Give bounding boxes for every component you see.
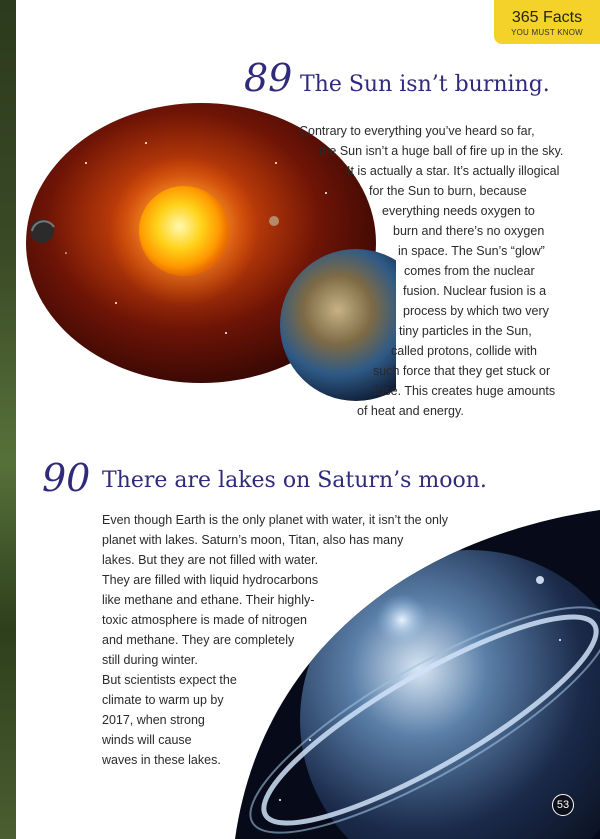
- fact-89-line: comes from the nuclear: [404, 264, 535, 278]
- fact-89-line: of heat and energy.: [357, 404, 464, 418]
- fact-89-line: It is actually a star. It’s actually illogical: [347, 164, 560, 178]
- fact-90-line: climate to warm up by: [102, 693, 224, 707]
- fact-89-number: 89: [244, 56, 293, 100]
- fact-90-title: There are lakes on Saturn’s moon.: [102, 468, 487, 493]
- fact-89-line: in space. The Sun’s “glow”: [398, 244, 545, 258]
- fact-90-line: like methane and ethane. Their highly-: [102, 593, 315, 607]
- fact-90-line: They are filled with liquid hydrocarbons: [102, 573, 319, 587]
- badge-subtitle: YOU MUST KNOW: [511, 28, 583, 37]
- fact-89-line: called protons, collide with: [391, 344, 537, 358]
- fact-89-line: everything needs oxygen to: [382, 204, 535, 218]
- fact-89-line: for the Sun to burn, because: [369, 184, 527, 198]
- fact-90-line: winds will cause: [102, 733, 192, 747]
- page-number: 53: [552, 794, 574, 816]
- fact-89-line: fuse. This creates huge amounts: [374, 384, 556, 398]
- fact-90-line: But scientists expect the: [102, 673, 237, 687]
- fact-90-line: waves in these lakes.: [102, 753, 221, 767]
- badge-title: 365 Facts: [511, 9, 583, 26]
- fact-90-number: 90: [42, 456, 91, 500]
- fact-89-line: tiny particles in the Sun,: [399, 324, 532, 338]
- fact-90-line: toxic atmosphere is made of nitrogen: [102, 613, 307, 627]
- fact-90-line: 2017, when strong: [102, 713, 205, 727]
- fact-89-line: the Sun isn’t a huge ball of fire up in the sky.: [319, 144, 564, 158]
- fact-90-line: Even though Earth is the only planet with water, it isn’t the only: [102, 513, 449, 527]
- fact-90-line: planet with lakes. Saturn’s moon, Titan, also has many: [102, 533, 404, 547]
- fact-90-line: and methane. They are completely: [102, 633, 295, 647]
- fact-89-line: such force that they get stuck or: [373, 364, 551, 378]
- fact-89-line: process by which two very: [403, 304, 549, 318]
- fact-89-line: fusion. Nuclear fusion is a: [403, 284, 547, 298]
- fact-89-line: Contrary to everything you’ve heard so far,: [299, 124, 535, 138]
- fact-89-line: burn and there’s no oxygen: [393, 224, 545, 238]
- fact-90-line: lakes. But they are not filled with water.: [102, 553, 319, 567]
- fact-89-title: The Sun isn’t burning.: [300, 72, 550, 97]
- fact-90-line: still during winter.: [102, 653, 198, 667]
